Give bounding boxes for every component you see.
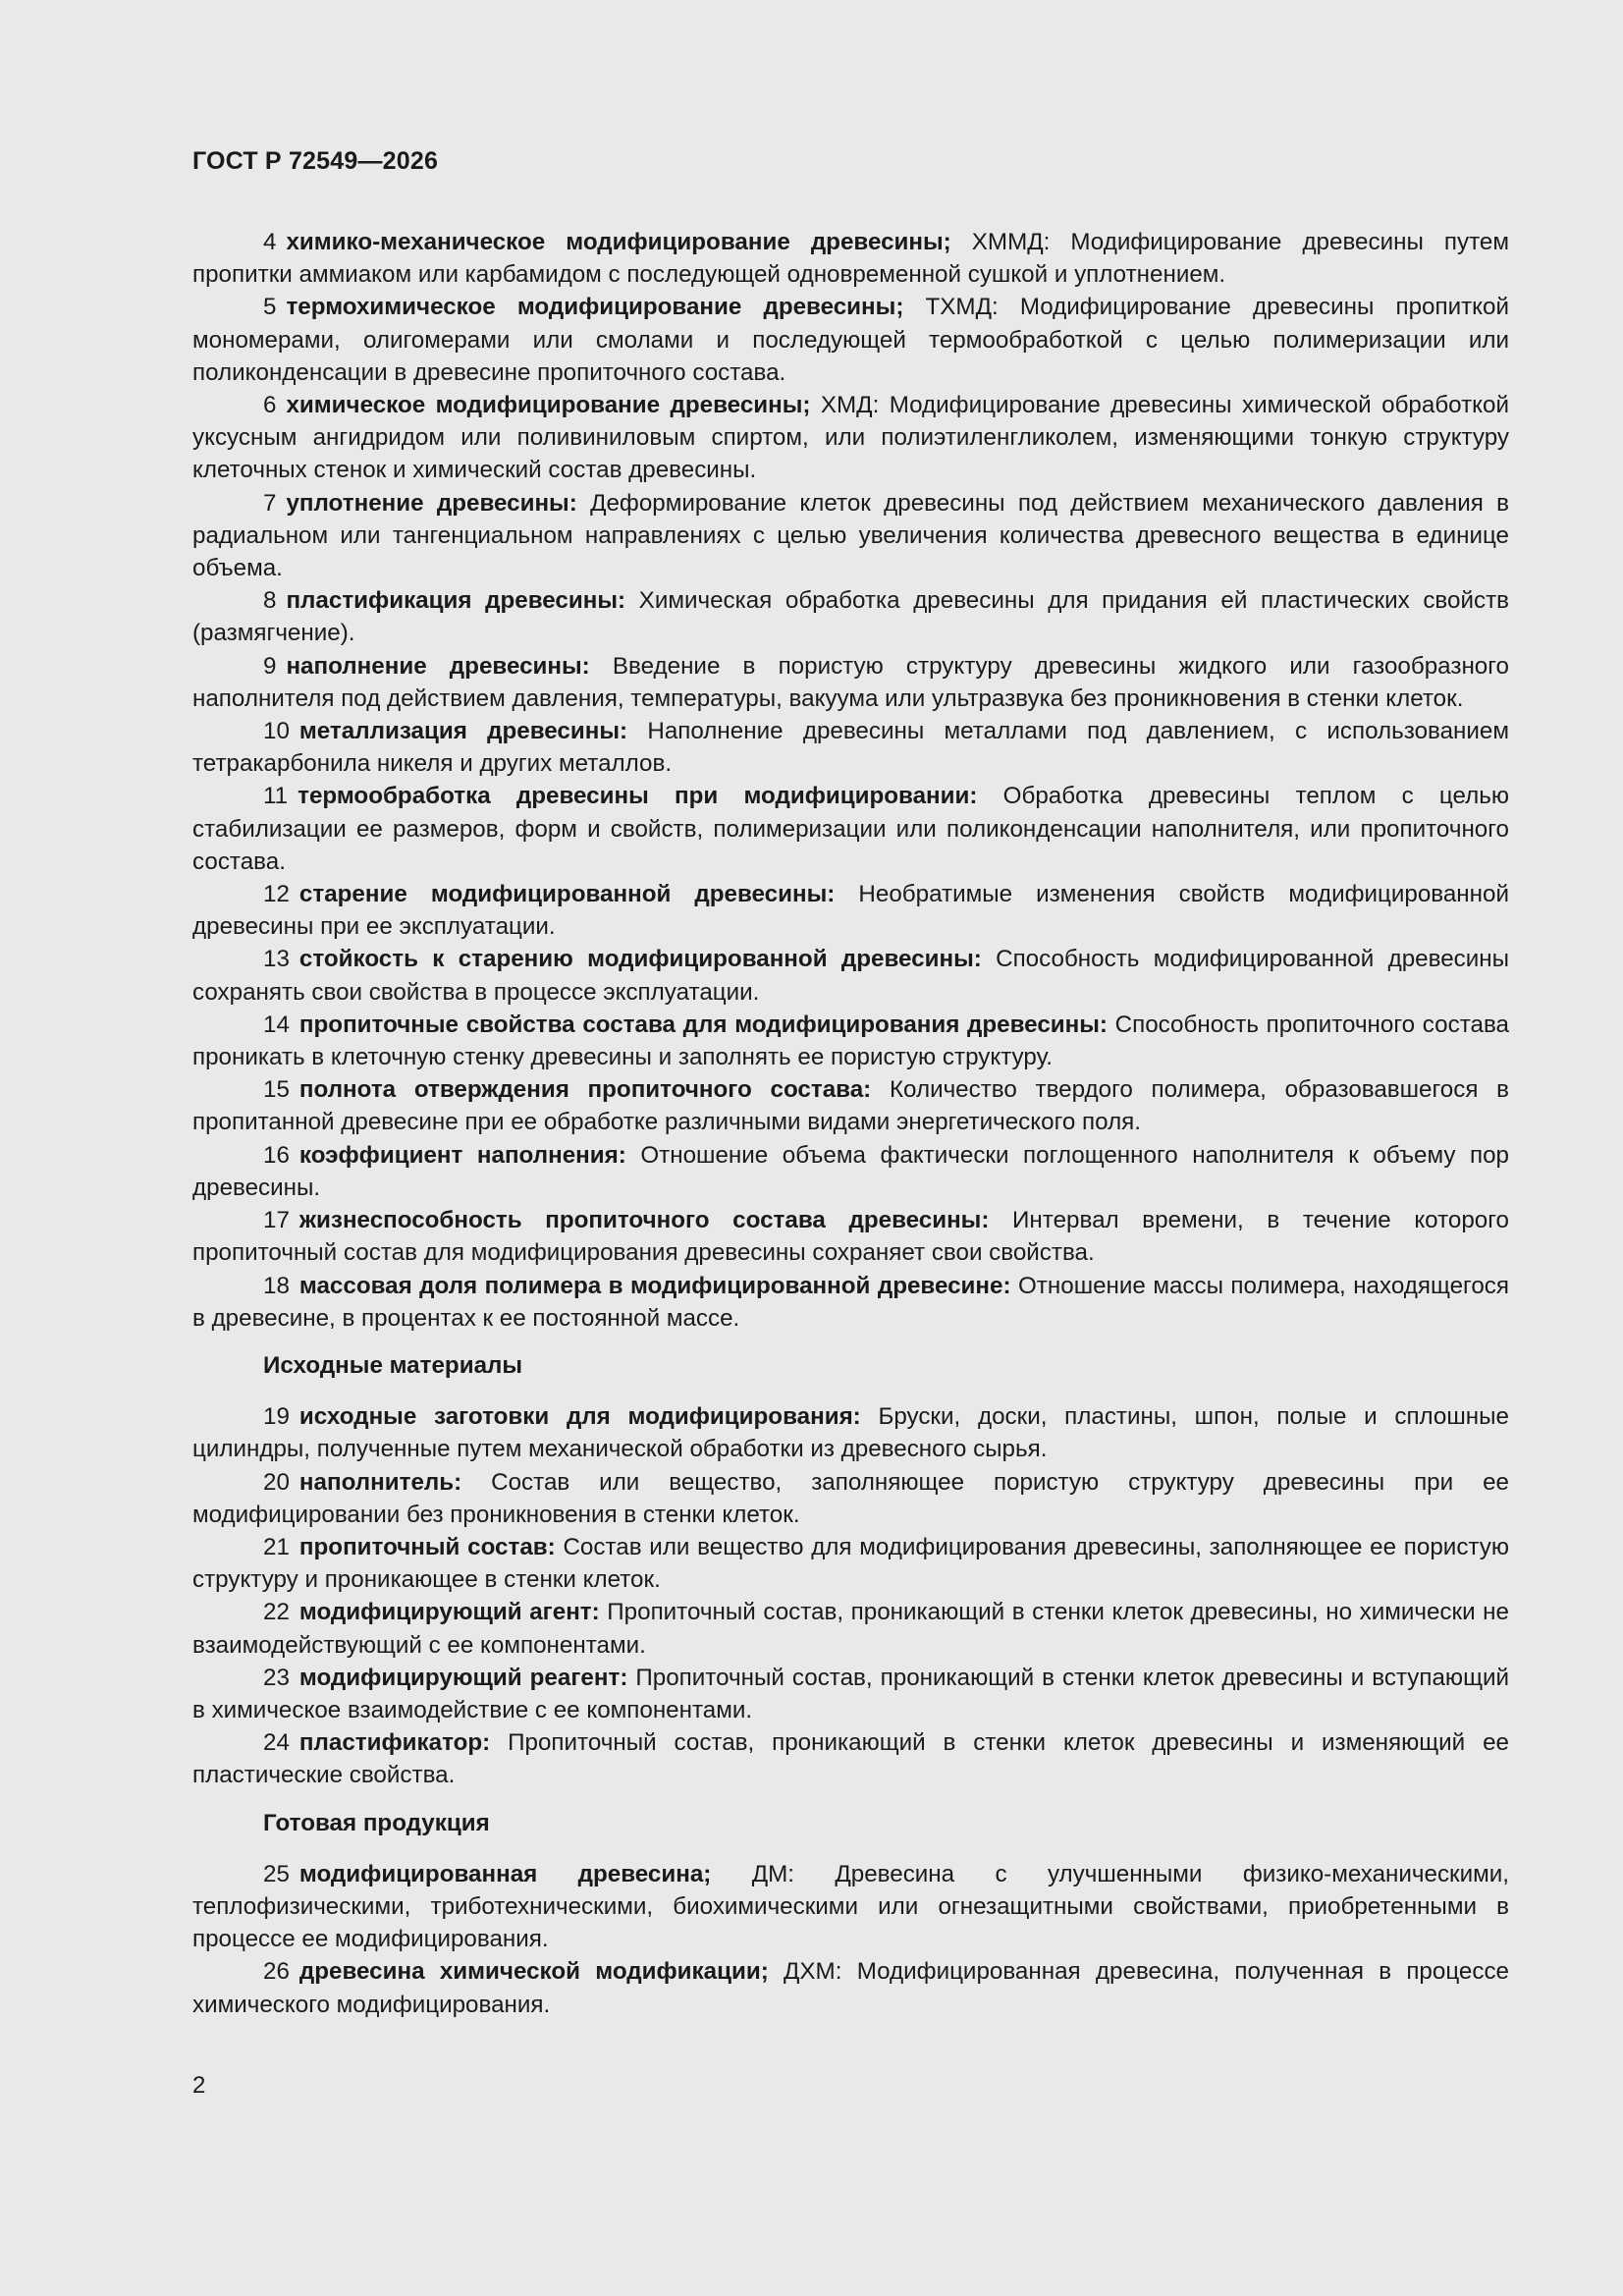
term-entry	[192, 226, 1509, 291]
term-name: наполнитель:	[298, 1468, 462, 1496]
term-definition: Наполнение древесины металлами под давлением, с использованием тетракарбонила никеля и других металлов.	[192, 718, 1509, 778]
term-number: 26	[263, 1958, 290, 1986]
term-definition: ДМ: Древесина с улучшенными физико-механическими, теплофизическими, триботехническими, биохимическими или огнезащитными свойствами, приобретенными в процессе ее модифицирования.	[192, 1860, 1509, 1953]
term-name: химико-механическое модифицирование древесины;	[286, 229, 951, 255]
term-definition: Способность пропиточного состава проникать в клеточную стенку древесины и заполнять ее пористую структуру.	[192, 1011, 1509, 1071]
term-number: 11	[263, 783, 289, 810]
term-number: 23	[263, 1664, 290, 1691]
term-entry	[192, 1073, 1509, 1138]
term-definition: Пропиточный состав, проникающий в стенки клеток древесины и изменяющий ее пластические свойства.	[192, 1729, 1509, 1789]
term-number: 10	[263, 718, 290, 745]
term-number: 21	[263, 1533, 290, 1560]
term-number: 8	[263, 587, 277, 615]
term-name: коэффициент наполнения:	[298, 1141, 626, 1169]
section-heading-materials: Исходные материалы	[263, 1351, 523, 1379]
term-name: исходные заготовки для модифицирования:	[298, 1403, 861, 1431]
page-number: 2	[192, 2072, 206, 2099]
term-number: 20	[263, 1468, 290, 1496]
term-entry	[192, 1662, 1509, 1726]
term-name: термохимическое модифицирование древесины;	[286, 294, 904, 321]
term-entry	[192, 1400, 1509, 1465]
term-entry	[192, 291, 1509, 389]
term-definition: Химическая обработка древесины для придания ей пластических свойств (размягчение).	[192, 587, 1509, 647]
term-definition: ДХМ: Модифицированная древесина, полученная в процессе химического модифицирования.	[192, 1958, 1510, 2018]
term-name: пропиточный состав:	[298, 1533, 556, 1560]
term-definition: Введение в пористую структуру древесины жидкого или газообразного наполнителя под действием давления, температуры, вакуума или ультразвука без проникновения в стенки клеток.	[192, 652, 1509, 712]
term-definition: ТХМД: Модифицирование древесины пропиткой мономерами, олигомерами или смолами и последующей термообработкой с целью полимеризации или поликонденсации в древесине пропиточного состава.	[192, 294, 1509, 386]
term-name: массовая доля полимера в модифицированной древесине:	[298, 1272, 1011, 1299]
term-definition: Обработка древесины теплом с целью стабилизации ее размеров, форм и свойств, полимеризации или поликонденсации наполнителя, или пропиточного состава.	[192, 783, 1509, 875]
term-name: старение модифицированной древесины:	[298, 881, 836, 908]
term-definition: Отношение массы полимера, находящегося в древесине, в процентах к ее постоянной массе.	[192, 1272, 1509, 1332]
term-entry	[192, 1531, 1509, 1596]
term-number: 15	[263, 1076, 290, 1104]
term-entry	[192, 487, 1509, 585]
term-entry	[192, 1270, 1509, 1335]
term-entry	[192, 1139, 1509, 1204]
term-number: 14	[263, 1011, 290, 1038]
term-number: 17	[263, 1207, 290, 1234]
term-number: 19	[263, 1403, 290, 1431]
term-entry	[192, 943, 1509, 1008]
term-name: термообработка древесины при модифицировании:	[298, 783, 978, 810]
term-definition: Пропиточный состав, проникающий в стенки клеток древесины, но химически не взаимодействующий с ее компонентами.	[192, 1599, 1509, 1659]
term-definition: Интервал времени, в течение которого пропиточный состав для модифицирования древесины сохраняет свои свойства.	[192, 1207, 1510, 1267]
term-number: 4	[263, 229, 277, 255]
term-entry	[192, 1596, 1509, 1661]
term-definition: Состав или вещество, заполняющее пористую структуру древесины при ее модифицировании без проникновения в стенки клеток.	[192, 1468, 1509, 1528]
term-definition: Деформирование клеток древесины под действием механического давления в радиальном или тангенциальном направлениях с целью увеличения количества древесного вещества в единице объема.	[192, 489, 1509, 582]
term-entry	[192, 1204, 1509, 1269]
term-definition: Количество твердого полимера, образовавшегося в пропитанной древесине при ее обработке различными видами энергетического поля.	[192, 1076, 1509, 1136]
term-entry	[192, 780, 1509, 878]
term-number: 13	[263, 946, 290, 973]
term-number: 12	[263, 881, 290, 908]
term-entry	[192, 1009, 1509, 1073]
term-number: 24	[263, 1729, 290, 1757]
section-heading-products: Готовая продукция	[263, 1809, 490, 1836]
term-number: 5	[263, 294, 277, 321]
term-name: стойкость к старению модифицированной древесины:	[298, 946, 982, 973]
term-entry	[192, 1858, 1509, 1956]
term-number: 9	[263, 652, 277, 680]
term-definition: ХММД: Модифицирование древесины путем пропитки аммиаком или карбамидом с последующей одновременной сушкой и уплотнением.	[192, 229, 1509, 289]
term-entry	[192, 1466, 1509, 1531]
term-number: 6	[263, 392, 277, 419]
document-body	[192, 226, 1509, 2021]
term-entry	[192, 1726, 1509, 1791]
term-definition: Пропиточный состав, проникающий в стенки клеток древесины и вступающий в химическое взаимодействие с ее компонентами.	[192, 1664, 1509, 1723]
terms-group-modification	[192, 226, 1509, 1335]
terms-group-products	[192, 1858, 1509, 2021]
term-name: древесина химической модификации;	[298, 1958, 769, 1986]
term-definition: Состав или вещество для модифицирования древесины, заполняющее ее пористую структуру и проникающее в стенки клеток.	[192, 1533, 1509, 1594]
term-name: пропиточные свойства состава для модифицирования древесины:	[298, 1011, 1108, 1038]
term-entry	[192, 1955, 1509, 2020]
term-definition: Способность модифицированной древесины сохранять свои свойства в процессе эксплуатации.	[192, 946, 1509, 1006]
terms-group-materials	[192, 1400, 1509, 1791]
document-header: ГОСТ Р 72549—2026	[192, 147, 439, 175]
term-name: уплотнение древесины:	[286, 489, 577, 517]
term-definition: ХМД: Модифицирование древесины химической обработкой уксусным ангидридом или поливиниловым спиртом, или полиэтиленгликолем, изменяющими тонкую структуру клеточных стенок и химический состав древесины.	[192, 392, 1509, 484]
term-name: модифицирующий агент:	[298, 1599, 600, 1626]
term-definition: Необратимые изменения свойств модифицированной древесины при ее эксплуатации.	[192, 881, 1509, 941]
term-definition: Бруски, доски, пластины, шпон, полые и сплошные цилиндры, полученные путем механической обработки из древесного сырья.	[192, 1403, 1509, 1463]
term-entry	[192, 584, 1509, 649]
term-name: модифицированная древесина;	[298, 1860, 712, 1887]
term-entry	[192, 389, 1509, 487]
term-number: 25	[263, 1860, 290, 1887]
term-number: 16	[263, 1141, 290, 1169]
term-name: жизнеспособность пропиточного состава древесины:	[298, 1207, 990, 1234]
term-name: полнота отверждения пропиточного состава:	[298, 1076, 872, 1104]
term-name: пластификация древесины:	[286, 587, 626, 615]
term-entry	[192, 715, 1509, 780]
term-number: 18	[263, 1272, 290, 1299]
term-name: модифицирующий реагент:	[298, 1664, 628, 1691]
term-definition: Отношение объема фактически поглощенного наполнителя к объему пор древесины.	[192, 1141, 1509, 1201]
term-number: 7	[263, 489, 277, 517]
term-entry	[192, 650, 1509, 715]
term-number: 22	[263, 1599, 290, 1626]
term-name: химическое модифицирование древесины;	[286, 392, 811, 419]
term-name: пластификатор:	[298, 1729, 491, 1757]
term-name: наполнение древесины:	[286, 652, 590, 680]
term-name: металлизация древесины:	[298, 718, 628, 745]
term-entry	[192, 878, 1509, 943]
